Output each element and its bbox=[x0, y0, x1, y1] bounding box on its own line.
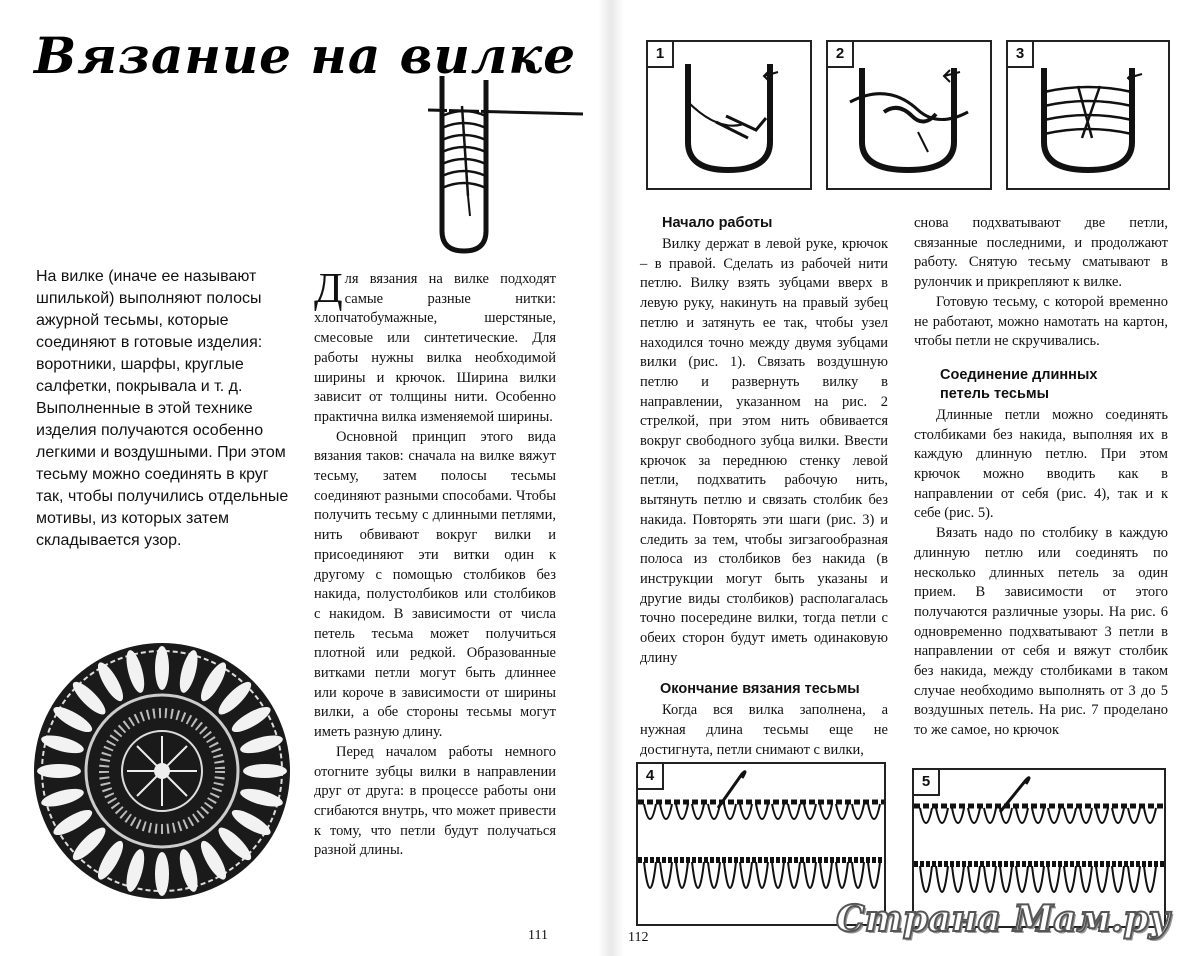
text-column-1 bbox=[314, 266, 556, 861]
heading-start-work: Начало работы bbox=[662, 215, 773, 231]
col3-paragraph-3: Вязать надо по столбику в каждую длинную петлю или соединять по несколько длинных петель за один прием. В зависимости от этого получаются различные узоры. На рис. 6 одновременно подхватывают 3 петли в направлении от себя и вяжут столбик без накида, между столбиками в таком случае необходимо выполнять от 3 до 5 воздушных петель. На рис. 7 проделано то же самое, но крючок bbox=[914, 525, 1168, 739]
text-column-3 bbox=[914, 214, 1168, 741]
figure-1-number: 1 bbox=[648, 42, 674, 68]
page-title: Вязание на вилке bbox=[34, 26, 577, 85]
page-number-right: 112 bbox=[628, 930, 649, 945]
intro-text: На вилке (иначе ее называют шпилькой) выполняют полосы ажурной тесьмы, которые соединяют в готовые изделия: воротники, шарфы, круглые салфетки, покрывала и т. д. Выполненные в этой технике изделия получаются особенно легкими и воздушными. При этом тесьму можно соединять в круг так, чтобы получились отдельные мотивы, из которых затем складывается узор. bbox=[36, 268, 289, 549]
col2-paragraph-1: Вилку держат в левой руке, крючок – в правой. Сделать из рабочей нити петлю. Вилку взять зубцами вверх в левую руку, накинуть на правый зубец петлю и затянуть ее так, чтобы узел находился точно между двумя зубцами вилки (рис. 1). Связать воздушную петлю и развернуть вилку в направлении, указанном на рис. 2 стрелкой, при этом нить обвивается вокруг свободного зубца вилки. Ввести крючок за переднюю стенку левой петли, подхватить рабочую нить, вытянуть петлю и связать столбик без накида. Повторять эти шаги (рис. 3) и следить за тем, чтобы зигзагообразная полоса из столбиков без накида (в инструкции могут быть указаны и другие виды столбиков) располагалась точно посередине вилки, тогда петли с обеих сторон будут иметь одинаковую длину bbox=[640, 236, 888, 666]
col1-paragraph-2: Основной принцип этого вида вязания таков: сначала на вилке вяжут тесьму, затем полосы тесьмы соединяют разными способами. Чтобы получить тесьму с длинными петлями, нить обвивают вокруг вилки и присоединяют эти витки один к другому с помощью столбиков без накида, полустолбиков или столбиков с накидом. В зависимости от числа петель тесьма может получиться плотной или редкой. Образованные витками петли могут быть длиннее или короче в зависимости от ширины вилки, а обе стороны тесьмы могут иметь разную длину. bbox=[314, 428, 556, 741]
book-spine bbox=[598, 0, 624, 956]
page-number-left: 111 bbox=[528, 928, 548, 943]
col2-paragraph-2: Когда вся вилка заполнена, а нужная длина тесьмы еще не достигнута, петли снимают с вилки, bbox=[640, 702, 888, 758]
figure-5-number: 5 bbox=[914, 770, 940, 796]
figure-2 bbox=[826, 40, 992, 190]
figure-4-number: 4 bbox=[638, 764, 664, 790]
figure-3 bbox=[1006, 40, 1170, 190]
col1-paragraph-1: ля вязания на вилке подходят самые разные нитки: хлопчатобумажные, шерстяные, смесовые или синтетические. Для работы нужны вилка необходимой ширины и крючок. Ширина вилки зависит от толщины нити. Особенно практична вилка изменяемой ширины. bbox=[314, 271, 556, 425]
col1-paragraph-3: Перед началом работы немного отогните зубцы вилки в направлении друг от друга: в процессе работы они сгибаются внутрь, что может привести к тому, что петли будут получаться разной длины. bbox=[314, 743, 556, 859]
figure-2-number: 2 bbox=[828, 42, 854, 68]
text-column-2 bbox=[640, 214, 888, 761]
col3-paragraph-0: снова подхватывают две петли, связанные последними, и продолжают работу. Снятую тесьму сматывают в рулончик и прикрепляют к вилке. bbox=[914, 215, 1168, 291]
figure-1 bbox=[646, 40, 812, 190]
figure-3-number: 3 bbox=[1008, 42, 1034, 68]
col3-paragraph-2: Длинные петли можно соединять столбиками без накида, выполняя их в каждую длинную петлю. При этом крючок можно вводить как в направлении от себя (рис. 4), так и к себе (рис. 5). bbox=[914, 406, 1168, 522]
site-watermark: Страна Мам.ру bbox=[836, 898, 1170, 940]
col3-paragraph-1: Готовую тесьму, с которой временно не работают, можно намотать на картон, чтобы петли не скручивались. bbox=[914, 293, 1168, 350]
round-doily-photo bbox=[32, 626, 294, 916]
drop-cap: Д bbox=[314, 266, 343, 312]
knitting-fork-illustration bbox=[408, 66, 588, 256]
heading-end-work: Окончание вязания тесьмы bbox=[660, 681, 860, 698]
heading-join-loops: Соединение длинных петель тесьмы bbox=[940, 366, 1098, 402]
